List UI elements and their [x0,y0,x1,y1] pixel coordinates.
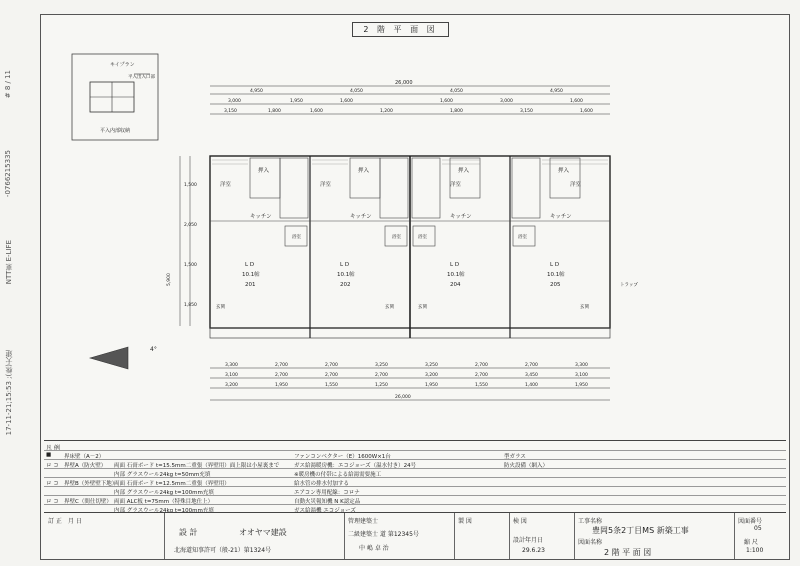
room-kitchen-1: キッチン [250,214,272,220]
scale-value: 1:100 [746,547,764,554]
room-western-3: 洋室 [450,182,462,188]
dim-bottom2-6: 2,700 [475,373,488,378]
room-ld-size-3: 10.1帖 [447,272,465,278]
trap-note: トラップ [620,283,638,288]
scale-label: 縮 尺 [744,539,758,546]
room-entrance-2: 玄関 [385,305,394,310]
dim-bottom3-6: 1,550 [475,383,488,388]
design-label: 設 計 [179,528,198,537]
checked-by-label: 検 図 [513,518,527,525]
svg-text:1,600: 1,600 [310,109,323,114]
dim-bottom3-5: 1,950 [425,383,438,388]
dim-row3 [210,108,610,114]
room-entrance-4: 玄関 [580,305,589,310]
legend-header: 凡 例 [46,445,60,452]
legend-row: 内部 グラスウール24kg t=100mm充填 ガス給湯機 エコジョーズ [44,504,786,514]
sheet-number: 05 [754,525,762,532]
drawing-name-label: 図面名称 [578,539,603,546]
unit-number-204: 204 [450,282,461,288]
dim-bottom1-2: 2,700 [275,363,288,368]
dim-bottom2-4: 2,700 [375,373,388,378]
room-entrance-3: 玄関 [418,305,427,310]
room-bath-3: 浴室 [418,235,427,240]
dim-bottom2-2: 2,700 [275,373,288,378]
key-plan-sublabel: 平入出入口部 [128,75,155,80]
svg-text:3,000: 3,000 [500,99,513,104]
svg-text:1,500: 1,500 [184,183,197,188]
dim-bottom1-4: 3,250 [375,363,388,368]
svg-text:3,150: 3,150 [520,109,533,114]
legend-row: ロ コ 界壁B（外壁壁下地） 両面 石膏ボード t=12.5mm二重張（界壁用） 給水管の排水付加する [44,477,786,487]
room-ld-3: L D [450,262,460,268]
room-western-2: 洋室 [320,182,332,188]
room-kitchen-2: キッチン [350,214,372,220]
legend-row: 内部 グラスウール24kg t=100mm充填 エアコン専用配線：コロナ [44,486,786,496]
dim-bottom2-7: 3,450 [525,373,538,378]
key-plan [70,52,160,142]
svg-text:1,850: 1,850 [184,303,197,308]
svg-text:1,600: 1,600 [440,99,453,104]
dim-bottom1-1: 3,300 [225,363,238,368]
dim-bottom3-7: 1,400 [525,383,538,388]
svg-text:1,800: 1,800 [268,109,281,114]
unit-number-201: 201 [245,282,256,288]
dim-bottom2-8: 3,100 [575,373,588,378]
svg-text:4,950: 4,950 [550,89,563,94]
dim-bottom2-3: 2,700 [325,373,338,378]
company-name: オオヤマ建設 [239,528,287,537]
room-ld-2: L D [340,262,350,268]
svg-text:4,050: 4,050 [450,89,463,94]
design-date: 29.6.23 [522,547,545,554]
room-bath-1: 浴室 [292,235,301,240]
project-name: 豊岡5条2丁目MS 新築工事 [592,526,689,535]
svg-text:3,150: 3,150 [224,109,237,114]
room-entrance-1: 玄関 [216,305,225,310]
drawn-by-label: 製 図 [458,518,472,525]
sheet-title: 2 階 平 面 図 [352,22,449,37]
key-plan-label: キイプラン [110,62,135,68]
key-plan-note: 平入内部収納 [100,128,131,134]
revision-label: 訂 正 [48,518,62,525]
architect-label: 管理建築士 [348,518,379,525]
architect-name: 中 嶋 卓 治 [359,545,389,552]
architect-registration: 二級建築士 道 第12345号 [348,531,419,538]
revision-date-label: 月 日 [68,518,82,525]
dim-bottom2-5: 3,200 [425,373,438,378]
room-ld-size-4: 10.1帖 [547,272,565,278]
svg-text:1,500: 1,500 [184,263,197,268]
room-western-1: 洋室 [220,182,232,188]
north-angle-label: 4° [150,346,157,353]
title-block [44,512,786,559]
dim-row1 [210,88,610,94]
svg-text:1,600: 1,600 [580,109,593,114]
svg-text:4,050: 4,050 [350,89,363,94]
svg-text:1,600: 1,600 [340,99,353,104]
svg-text:1,600: 1,600 [570,99,583,104]
design-date-label: 設計年月日 [513,537,544,544]
fax-header-page: # 8 / 11 [4,70,12,99]
svg-text:1,950: 1,950 [290,99,303,104]
room-closet-2: 押入 [358,168,370,174]
dim-bottom3-1: 3,200 [225,383,238,388]
legend-row: ロ コ 界壁A（防火壁） 両面 石膏ボード t=15.5mm二重張（界壁用）面上限は小屋裏まで ガス給湯暖房機：エコジョーズ（温水付き）24号 防火設備（網入） [44,459,786,469]
room-western-4: 洋室 [570,182,582,188]
fax-header-date: 17-11-21;15:53 ;(株)大建 [5,350,13,436]
floor-plan [150,76,670,416]
sheet-number-label: 図面番号 [738,518,763,525]
legend-row: 内部 グラスウール24kg t=50mm充填 ※暖房機の付帯による給湯需要施工 [44,468,786,478]
north-arrow-icon [88,345,134,371]
room-ld-4: L D [550,262,560,268]
dim-bottom3-3: 1,550 [325,383,338,388]
unit-number-205: 205 [550,282,561,288]
room-ld-size-2: 10.1帖 [337,272,355,278]
dim-bottom3-2: 1,950 [275,383,288,388]
fax-header-number: -0766215335 [4,150,12,198]
unit-number-202: 202 [340,282,351,288]
dim-bottom1-8: 3,300 [575,363,588,368]
svg-text:1,800: 1,800 [450,109,463,114]
dim-overall-bottom: 26,000 [395,395,411,400]
dim-overall-top: 26,000 [395,80,413,86]
room-bath-2: 浴室 [392,235,401,240]
room-closet-3: 押入 [458,168,470,174]
room-kitchen-3: キッチン [450,214,472,220]
legend-table [44,440,786,513]
dim-bottom1-5: 3,250 [425,363,438,368]
dim-row2 [210,98,610,104]
svg-text:4,950: 4,950 [250,89,263,94]
svg-text:3,000: 3,000 [228,99,241,104]
room-closet-4: 押入 [558,168,570,174]
room-kitchen-4: キッチン [550,214,572,220]
svg-text:2,050: 2,050 [184,223,197,228]
dim-bottom1-7: 2,700 [525,363,538,368]
dim-bottom2-1: 3,100 [225,373,238,378]
drawing-name: 2 階 平 面 図 [604,548,652,557]
room-closet-1: 押入 [258,168,270,174]
legend-row: ロ コ 界壁C（間仕切壁） 両面 ALC板 t=75mm（特殊目地仕上） 自動火災報知機 N K認定品 [44,495,786,505]
svg-text:1,200: 1,200 [380,109,393,114]
project-label: 工事名称 [578,518,603,525]
fax-header-brand: NTT東 E-LIFE [5,240,13,285]
dim-bottom1-3: 2,700 [325,363,338,368]
dim-bottom3-8: 1,950 [575,383,588,388]
dim-bottom1-6: 2,700 [475,363,488,368]
dim-bottom3-4: 1,250 [375,383,388,388]
room-ld-1: L D [245,262,255,268]
room-ld-size-1: 10.1帖 [242,272,260,278]
legend-row: ■ 界床壁（A－2） ファンコンベクター（E）1600W×1台 型ガラス [44,450,786,460]
dim-left-col [166,156,197,326]
license-number: 北海道知事許可（般-21）第1324号 [174,547,272,554]
svg-text:5,900: 5,900 [167,273,172,286]
room-bath-4: 浴室 [518,235,527,240]
